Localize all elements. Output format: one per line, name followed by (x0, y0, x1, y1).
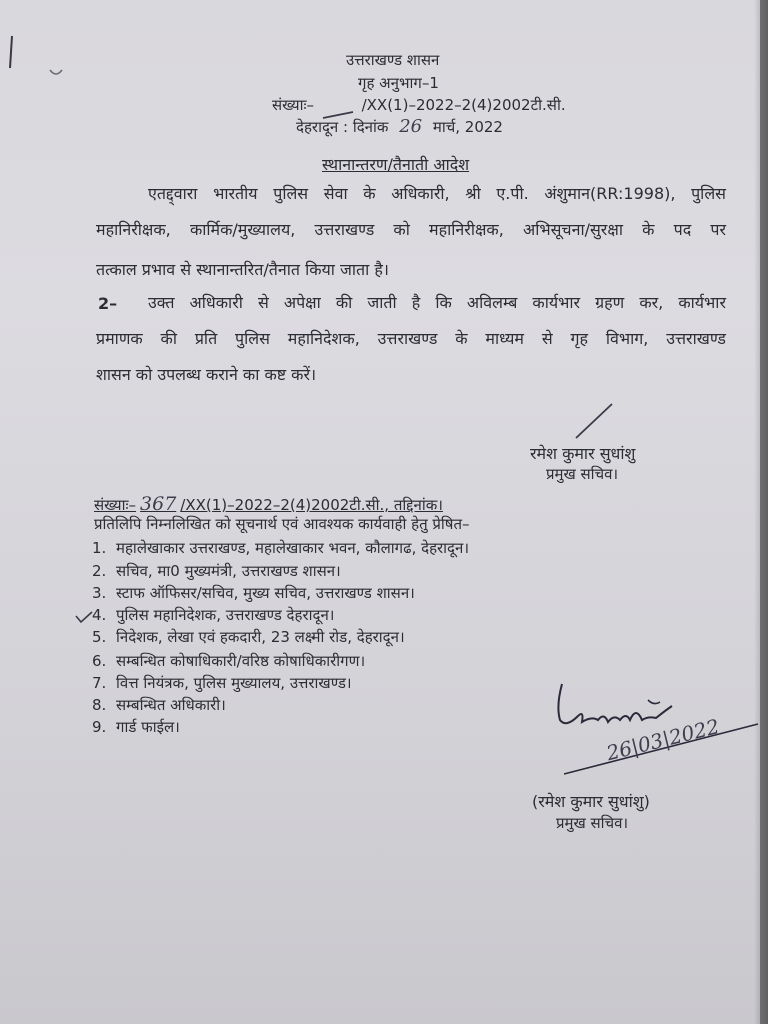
para2-number: 2– (98, 294, 118, 313)
signatory1-name: रमेश कुमार सुधांशु (530, 444, 636, 463)
signatory1-designation: प्रमुख सचिव। (546, 465, 619, 483)
date-suffix: मार्च, 2022 (432, 118, 503, 136)
list-item: 4. पुलिस महानिदेशक, उत्तराखण्ड देहरादून। (92, 606, 335, 624)
copy-number-suffix: /XX(1)–2022–2(4)2002टी.सी., तद्दिनांक। (180, 496, 443, 514)
order-number-suffix: /XX(1)–2022–2(4)2002टी.सी. (361, 96, 566, 114)
signatory2-designation: प्रमुख सचिव। (556, 814, 629, 832)
para1-line1: एतद्द्वारा भारतीय पुलिस सेवा के अधिकारी, श्री ए.पी. अंशुमान(RR:1998), पुलिस (148, 184, 726, 203)
order-number-prefix: संख्याः– (272, 96, 315, 114)
margin-pen-mark (4, 34, 18, 74)
para2-line3: शासन को उपलब्ध कराने का कष्ट करें। (96, 365, 317, 384)
section-name: गृह अनुभाग–1 (358, 74, 439, 92)
signature-date: 26|03|2022 (604, 714, 722, 766)
list-item: 2. सचिव, मा0 मुख्यमंत्री, उत्तराखण्ड शासन। (92, 562, 341, 580)
list-item: 7. वित्त नियंत्रक, पुलिस मुख्यालय, उत्तराखण्ड। (92, 674, 352, 692)
list-item: 9. गार्ड फाईल। (92, 718, 180, 736)
list-item: 8. सम्बन्धित अधिकारी। (92, 696, 226, 714)
para1-line3: तत्काल प्रभाव से स्थानान्तरित/तैनात किया जाता है। (96, 260, 389, 279)
order-title: स्थानान्तरण/तैनाती आदेश (322, 155, 470, 174)
list-item: 5. निदेशक, लेखा एवं हकदारी, 23 लक्ष्मी रोड, देहरादून। (92, 628, 405, 646)
copy-number (94, 493, 443, 515)
checkmark-icon (74, 610, 94, 624)
copy-number-prefix: संख्याः– (94, 496, 137, 514)
list-item: 3. स्टाफ ऑफिसर/सचिव, मुख्य सचिव, उत्तराखण्ड शासन। (92, 584, 415, 602)
margin-tick-mark (48, 66, 68, 80)
signature-stroke (572, 402, 616, 442)
copy-intro: प्रतिलिपि निम्नलिखित को सूचनार्थ एवं आवश्यक कार्यवाही हेतु प्रेषित– (94, 515, 470, 533)
date-prefix: देहरादून : दिनांक (296, 118, 389, 136)
order-date (296, 116, 503, 137)
order-number (272, 95, 566, 115)
para1-line2: महानिरीक्षक, कार्मिक/मुख्यालय, उत्तराखण्ड को महानिरीक्षक, अभिसूचना/सुरक्षा के पद पर (96, 220, 726, 239)
date-handwritten: 26 (399, 116, 423, 137)
para2-line2: प्रमाणक की प्रति पुलिस महानिदेशक, उत्तराखण्ड के माध्यम से गृह विभाग, उत्तराखण्ड (96, 329, 726, 348)
list-item: 1. महालेखाकार उत्तराखण्ड, महालेखाकार भवन, कौलागढ, देहरादून। (92, 539, 470, 557)
para2-line1: उक्त अधिकारी से अपेक्षा की जाती है कि अविलम्ब कार्यभार ग्रहण कर, कार्यभार (148, 293, 726, 312)
govt-name: उत्तराखण्ड शासन (346, 51, 440, 69)
page-edge-shadow (754, 0, 768, 1024)
list-item: 6. सम्बन्धित कोषाधिकारी/वरिष्ठ कोषाधिकारीगण। (92, 652, 366, 670)
copy-number-handwritten: 367 (140, 493, 177, 515)
signatory2-name: (रमेश कुमार सुधांशु) (532, 792, 650, 811)
